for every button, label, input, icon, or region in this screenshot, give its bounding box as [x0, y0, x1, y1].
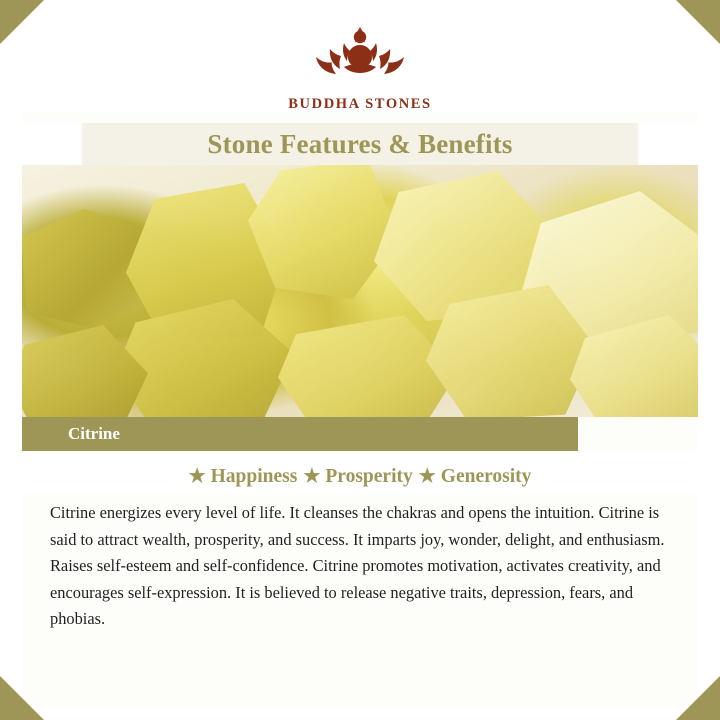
star-icon: ★: [418, 466, 436, 487]
brand-header: [22, 12, 698, 113]
stone-photo: [22, 165, 698, 417]
benefit-item: [303, 465, 412, 488]
corner-decoration-top-right: [676, 0, 720, 44]
stone-name: Citrine: [68, 424, 120, 443]
logo-wrap: [22, 28, 698, 90]
benefit-label: Generosity: [440, 465, 532, 487]
star-icon: ★: [303, 466, 321, 487]
corner-decoration-top-left: [0, 0, 44, 44]
benefit-item: [419, 465, 532, 488]
description-text: Citrine energizes every level of life. It cleanses the chakras and opens the intuition. Citrine is said to attract wealth, prosperity, and success. It imparts joy, wonder, delight, and enthusiasm. Raises self-esteem and self-confidence. Citrine promotes motivation, activates creativity, and encourages self-expression. It is believed to release negative traits, depression, fears, and phobias.: [50, 503, 665, 629]
stone-name-bar: [22, 417, 698, 451]
brand-name: BUDDHA STONES: [288, 96, 432, 112]
benefit-item: [189, 465, 298, 488]
corner-decoration-bottom-left: [0, 676, 44, 720]
benefits-row: [22, 451, 698, 494]
content-card: [22, 12, 698, 708]
benefit-label: Happiness: [210, 465, 298, 487]
lotus-meditation-icon: [300, 23, 420, 90]
page-title: Stone Features & Benefits: [207, 128, 513, 159]
section-title-band: [22, 123, 698, 165]
star-icon: ★: [188, 466, 206, 487]
corner-decoration-bottom-right: [676, 676, 720, 720]
benefit-label: Prosperity: [325, 465, 413, 487]
